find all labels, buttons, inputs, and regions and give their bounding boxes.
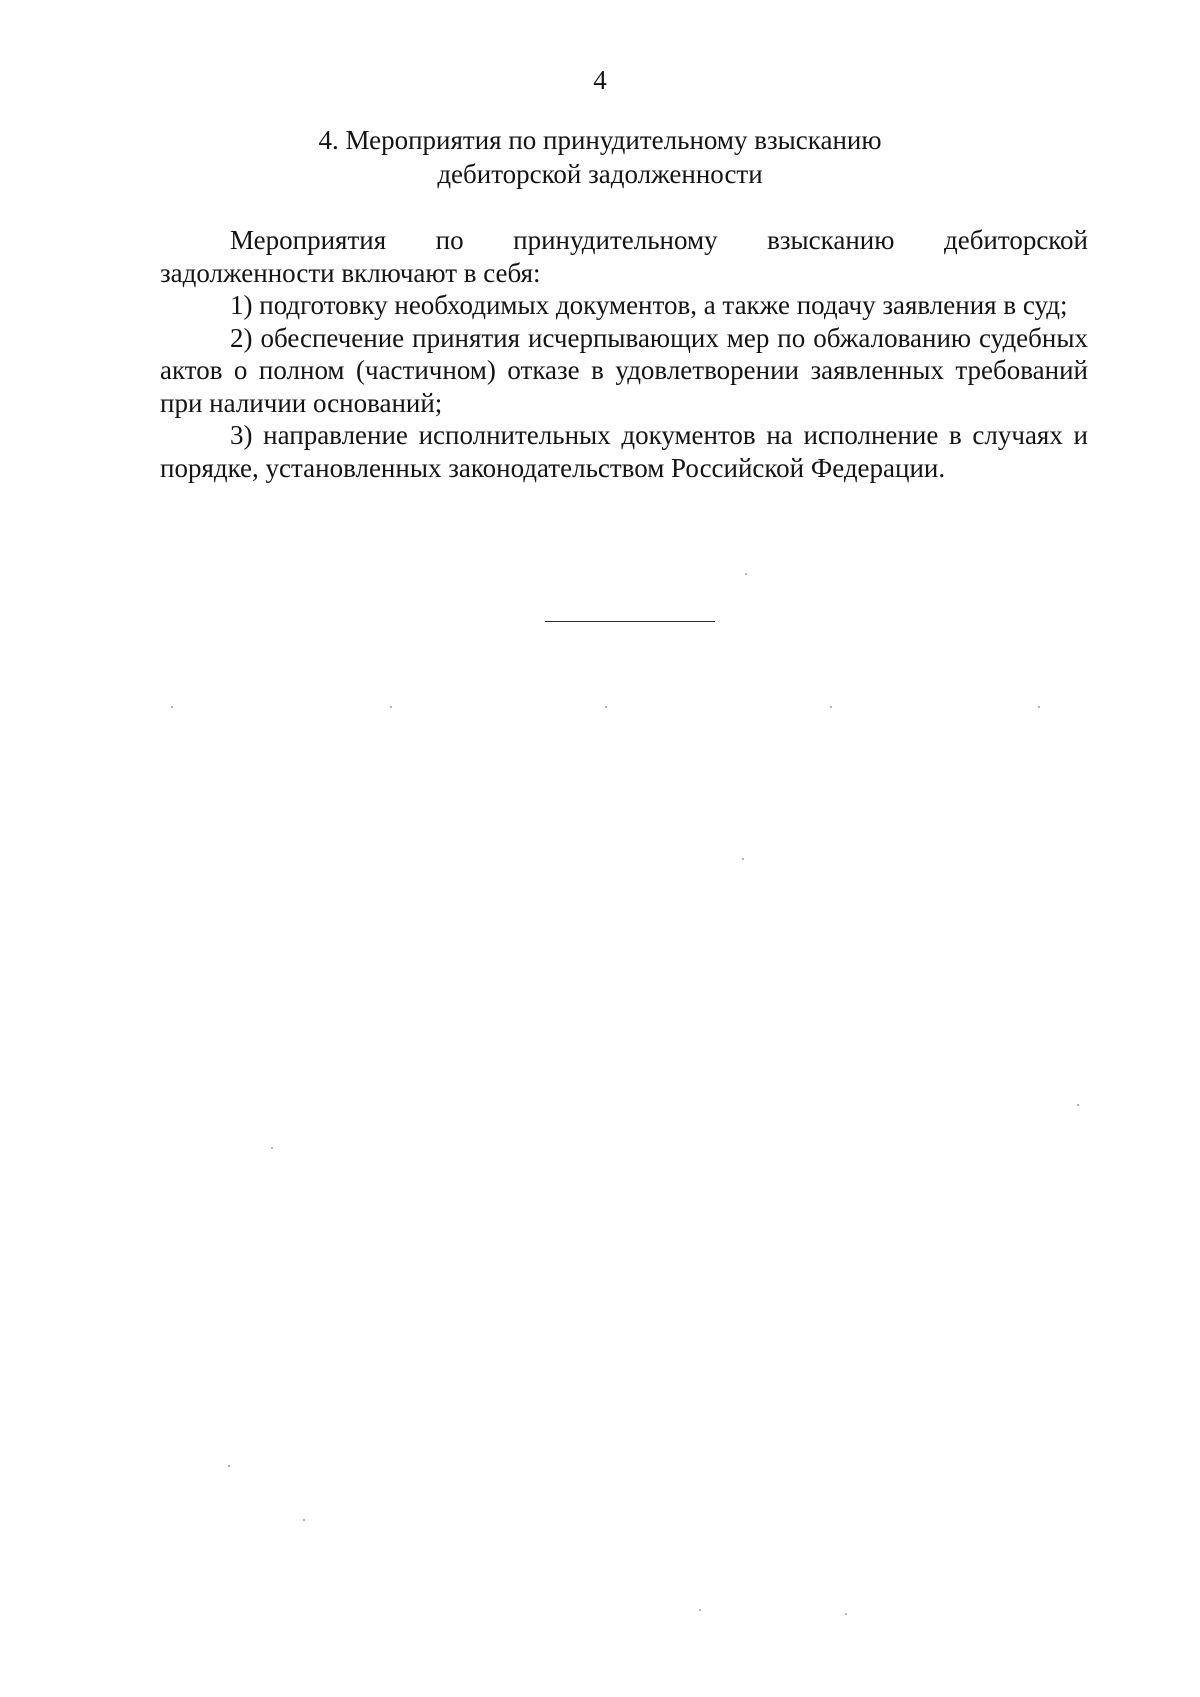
intro-paragraph: Мероприятия по принудительному взысканию дебиторской задолженности включают в себя:: [160, 225, 1088, 288]
section-body: [160, 224, 1088, 484]
list-item-1: 1) подготовку необходимых документов, а также подачу заявления в суд;: [230, 290, 1068, 320]
scan-speck: [1077, 1104, 1079, 1106]
section-heading: [0, 123, 1200, 191]
scan-speck: [1038, 706, 1040, 708]
end-of-section-rule: [545, 621, 715, 622]
scan-speck: [271, 1147, 273, 1149]
scan-speck: [830, 706, 832, 708]
scan-speck: [742, 858, 744, 860]
scan-speck: [228, 1465, 230, 1467]
scan-speck: [605, 706, 607, 708]
scan-speck: [390, 706, 392, 708]
section-heading-line-2: дебиторской задолженности: [437, 159, 763, 189]
scan-speck: [303, 1519, 305, 1521]
scan-speck: [845, 1613, 847, 1615]
list-item-2: 2) обеспечение принятия исчерпывающих мер по обжалованию судебных актов о полном (частичном) отказе в удовлетворении заявленных требований при наличии оснований;: [160, 322, 1088, 418]
scan-speck: [171, 706, 173, 708]
list-item-3: 3) направление исполнительных документов на исполнение в случаях и порядке, установленных законодательством Российской Федерации.: [160, 420, 1088, 483]
page-number: 4: [593, 65, 607, 95]
section-heading-line-1: 4. Мероприятия по принудительному взысканию: [318, 125, 882, 155]
scan-speck: [745, 573, 747, 575]
scan-speck: [699, 1609, 701, 1611]
